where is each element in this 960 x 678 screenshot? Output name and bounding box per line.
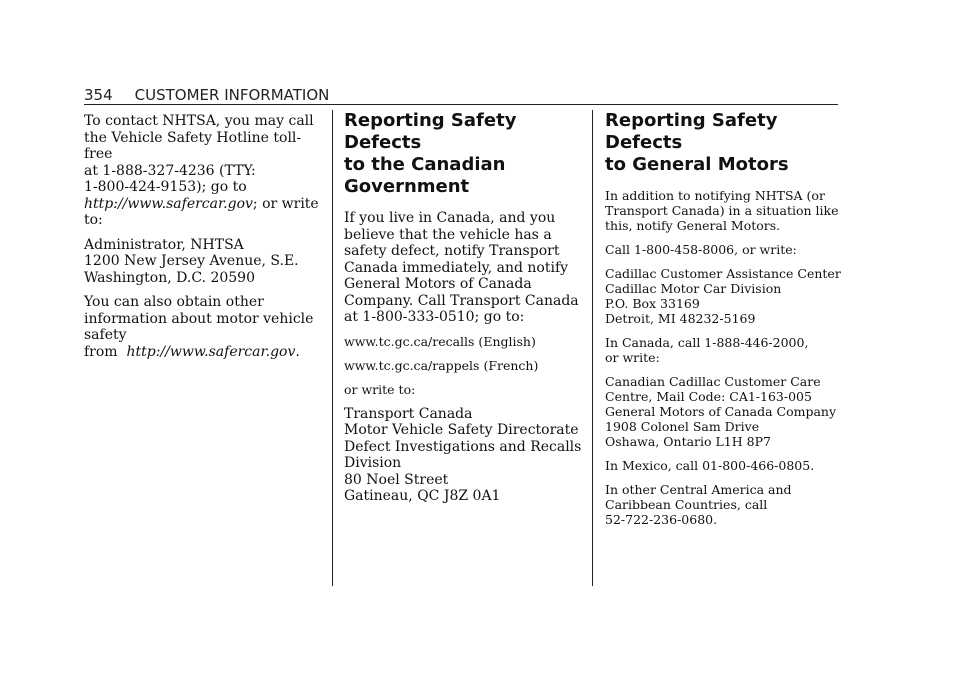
address-line: Gatineau, QC J8Z 0A1 — [344, 488, 501, 504]
recalls-english-link[interactable]: www.tc.gc.ca/recalls (English) — [344, 333, 536, 349]
heading-line: Reporting Safety Defects — [344, 110, 517, 153]
text-line: In addition to notifying NHTSA (or — [605, 188, 825, 203]
address-line: 1908 Colonel Sam Drive — [605, 419, 760, 434]
column-nhtsa — [84, 113, 324, 368]
address-line: Cadillac Customer Assistance Center — [605, 266, 841, 281]
transport-canada-address — [344, 406, 584, 505]
gm-intro-paragraph — [605, 188, 845, 233]
canada-phone — [605, 335, 845, 365]
text-line: If you live in Canada, and you — [344, 210, 556, 226]
text-line: General Motors of Canada — [344, 276, 532, 292]
address-line: General Motors of Canada Company — [605, 404, 837, 419]
address-line: Detroit, MI 48232-5169 — [605, 311, 756, 326]
text-line: believe that the vehicle has a — [344, 226, 552, 243]
text-line: Caribbean Countries, call — [605, 497, 768, 512]
text-fragment: . — [295, 343, 300, 360]
text-line: 1-800-424-9153); go to — [84, 179, 247, 195]
page-header — [84, 84, 329, 106]
mexico-phone: In Mexico, call 01-800-466-0805. — [605, 458, 815, 473]
text-line: In Canada, call 1-888-446-2000, — [605, 335, 809, 350]
address-line: 1200 New Jersey Avenue, S.E. — [84, 253, 299, 269]
column-gm — [605, 110, 845, 536]
address-line: Transport Canada — [344, 405, 473, 422]
text-line: this, notify General Motors. — [605, 218, 781, 233]
nhtsa-address — [84, 237, 324, 287]
column-divider-1 — [332, 110, 333, 586]
write-to-text: or write to: — [344, 381, 416, 397]
text-line: Transport Canada) in a situation like — [605, 203, 839, 218]
header-rule — [84, 104, 838, 105]
canada-intro-paragraph — [344, 210, 584, 326]
canada-heading — [344, 110, 584, 198]
recalls-french-link[interactable]: www.tc.gc.ca/rappels (French) — [344, 357, 539, 373]
other-countries-phone — [605, 482, 845, 527]
text-line: the Vehicle Safety Hotline toll-free — [84, 129, 302, 162]
text-line: information about motor vehicle — [84, 310, 314, 327]
address-line: Centre, Mail Code: CA1-163-005 — [605, 389, 812, 404]
text-line: safety defect, notify Transport — [344, 243, 560, 259]
text-line: at 1-800-333-0510; go to: — [344, 309, 525, 325]
heading-line: to the Canadian — [344, 154, 506, 175]
column-canada — [344, 110, 584, 513]
section-title: CUSTOMER INFORMATION — [134, 86, 330, 104]
address-line: Defect Investigations and Recalls — [344, 438, 582, 455]
heading-line: to General Motors — [605, 154, 789, 175]
address-line: Canadian Cadillac Customer Care — [605, 374, 821, 389]
address-line: Motor Vehicle Safety Directorate — [344, 422, 579, 438]
nhtsa-contact-paragraph — [84, 113, 324, 229]
address-line: P.O. Box 33169 — [605, 296, 700, 311]
other-info-paragraph — [84, 294, 324, 360]
column-divider-2 — [592, 110, 593, 586]
text-fragment: safety from — [84, 327, 127, 360]
safercar-link[interactable]: http://www.safercar.gov — [126, 343, 296, 360]
address-line: Oshawa, Ontario L1H 8P7 — [605, 434, 771, 449]
address-line: 80 Noel Street — [344, 471, 449, 488]
address-line: Division — [344, 455, 402, 471]
text-line: at 1-888-327-4236 (TTY: — [84, 162, 256, 179]
address-line: Administrator, NHTSA — [84, 236, 244, 253]
text-line: You can also obtain other — [84, 294, 264, 310]
address-line: Washington, D.C. 20590 — [84, 269, 255, 286]
text-line: Canada immediately, and notify — [344, 259, 569, 276]
text-fragment: ; or write to: — [84, 195, 319, 228]
cadillac-address — [605, 266, 845, 326]
heading-line: Reporting Safety Defects — [605, 110, 778, 153]
page-number: 354 — [84, 86, 113, 104]
canadian-cadillac-address — [605, 374, 845, 449]
text-line: 52-722-236-0680. — [605, 512, 718, 527]
gm-phone: Call 1-800-458-8006, or write: — [605, 242, 797, 257]
address-line: Cadillac Motor Car Division — [605, 281, 782, 296]
text-line: In other Central America and — [605, 482, 792, 497]
safercar-link[interactable]: http://www.safercar.gov — [84, 195, 253, 212]
text-line: or write: — [605, 350, 660, 365]
text-line: Company. Call Transport Canada — [344, 292, 579, 309]
heading-line: Government — [344, 176, 470, 197]
gm-heading — [605, 110, 845, 176]
text-line: To contact NHTSA, you may call — [84, 113, 314, 129]
